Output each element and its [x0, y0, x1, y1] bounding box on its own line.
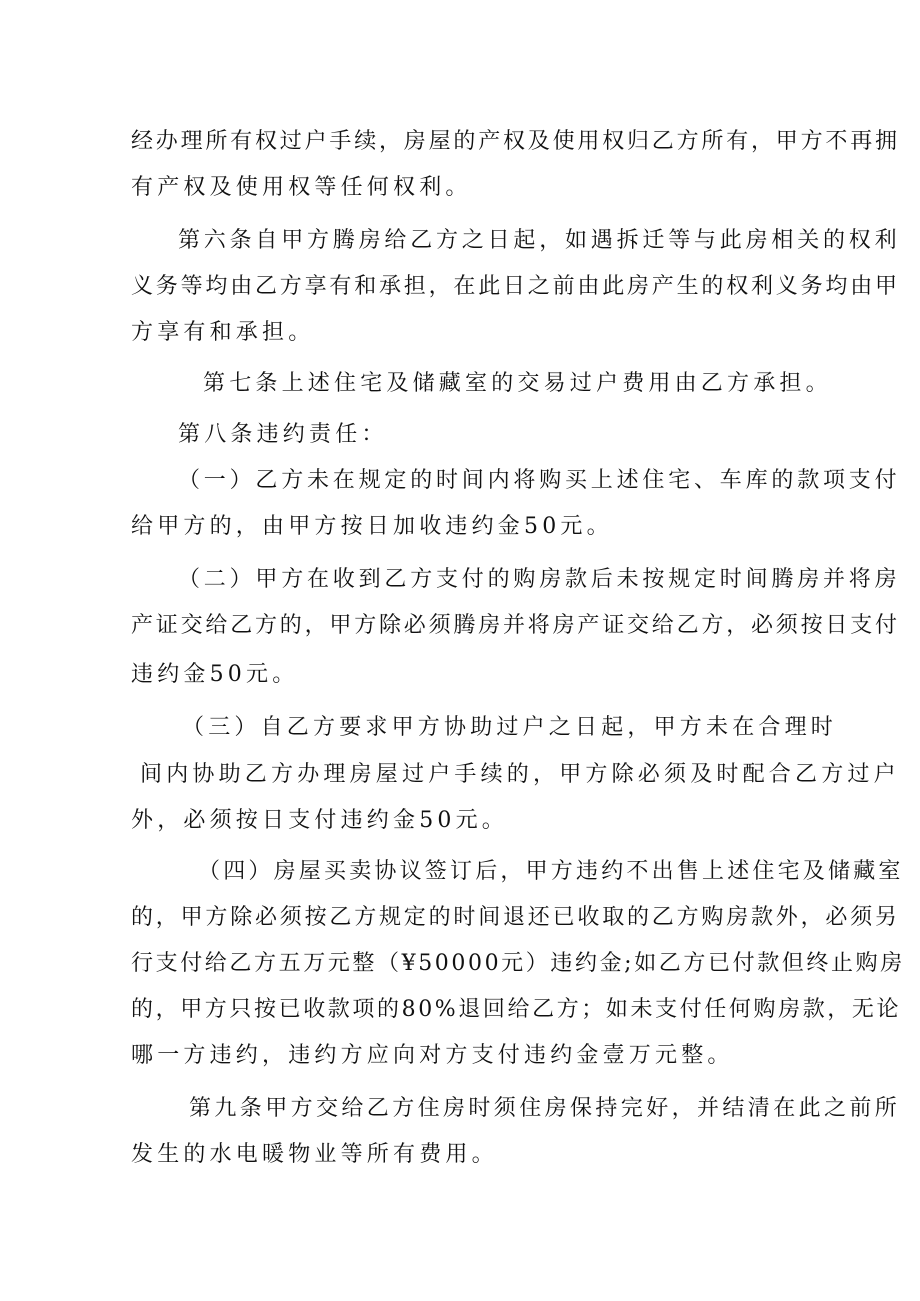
text-line: 间内协助乙方办理房屋过户手续的，甲方除必须及时配合乙方过户 — [140, 762, 900, 787]
text-line: 发生的水电暖物业等所有费用。 — [131, 1142, 498, 1167]
text-line: 第六条自甲方腾房给乙方之日起，如遇拆迁等与此房相关的权利 — [178, 228, 901, 253]
text-line: 哪一方违约，违约方应向对方支付违约金壹万元整。 — [131, 1043, 734, 1068]
text-line: 经办理所有权过户手续，房屋的产权及使用权归乙方所有，甲方不再拥 — [131, 129, 900, 154]
text-line: （三）自乙方要求甲方协助过户之日起，甲方未在合理时 — [182, 715, 838, 740]
text-line: （二）甲方在收到乙方支付的购房款后未按规定时间腾房并将房 — [178, 567, 901, 592]
text-line: 方享有和承担。 — [131, 320, 315, 345]
text-line: 的，甲方只按已收款项的80%退回给乙方；如未支付任何购房款，无论 — [131, 997, 902, 1022]
text-line: 第九条甲方交给乙方住房时须住房保持完好，并结清在此之前所 — [189, 1096, 901, 1121]
text-line: 第八条违约责任： — [178, 422, 388, 447]
text-line: 产证交给乙方的，甲方除必须腾房并将房产证交给乙方，必须按日支付 — [131, 613, 900, 638]
text-line: 义务等均由乙方享有和承担，在此日之前由此房产生的权利义务均由甲 — [131, 274, 900, 299]
text-line: 第七条上述住宅及储藏室的交易过户费用由乙方承担。 — [203, 371, 832, 396]
text-line: （一）乙方未在规定的时间内将购买上述住宅、车库的款项支付 — [178, 468, 901, 493]
text-line: 给甲方的，由甲方按日加收违约金50元。 — [131, 514, 613, 539]
text-line: 行支付给乙方五万元整（¥50000元）违约金;如乙方已付款但终止购房 — [131, 951, 905, 976]
text-line: 违约金50元。 — [131, 662, 299, 687]
text-line: 外，必须按日支付违约金50元。 — [131, 808, 508, 833]
text-line: （四）房屋买卖协议签订后，甲方违约不出售上述住宅及储藏室 — [198, 859, 904, 884]
text-line: 的，甲方除必须按乙方规定的时间退还已收取的乙方购房款外，必须另 — [131, 905, 900, 930]
text-line: 有产权及使用权等任何权利。 — [131, 175, 472, 200]
